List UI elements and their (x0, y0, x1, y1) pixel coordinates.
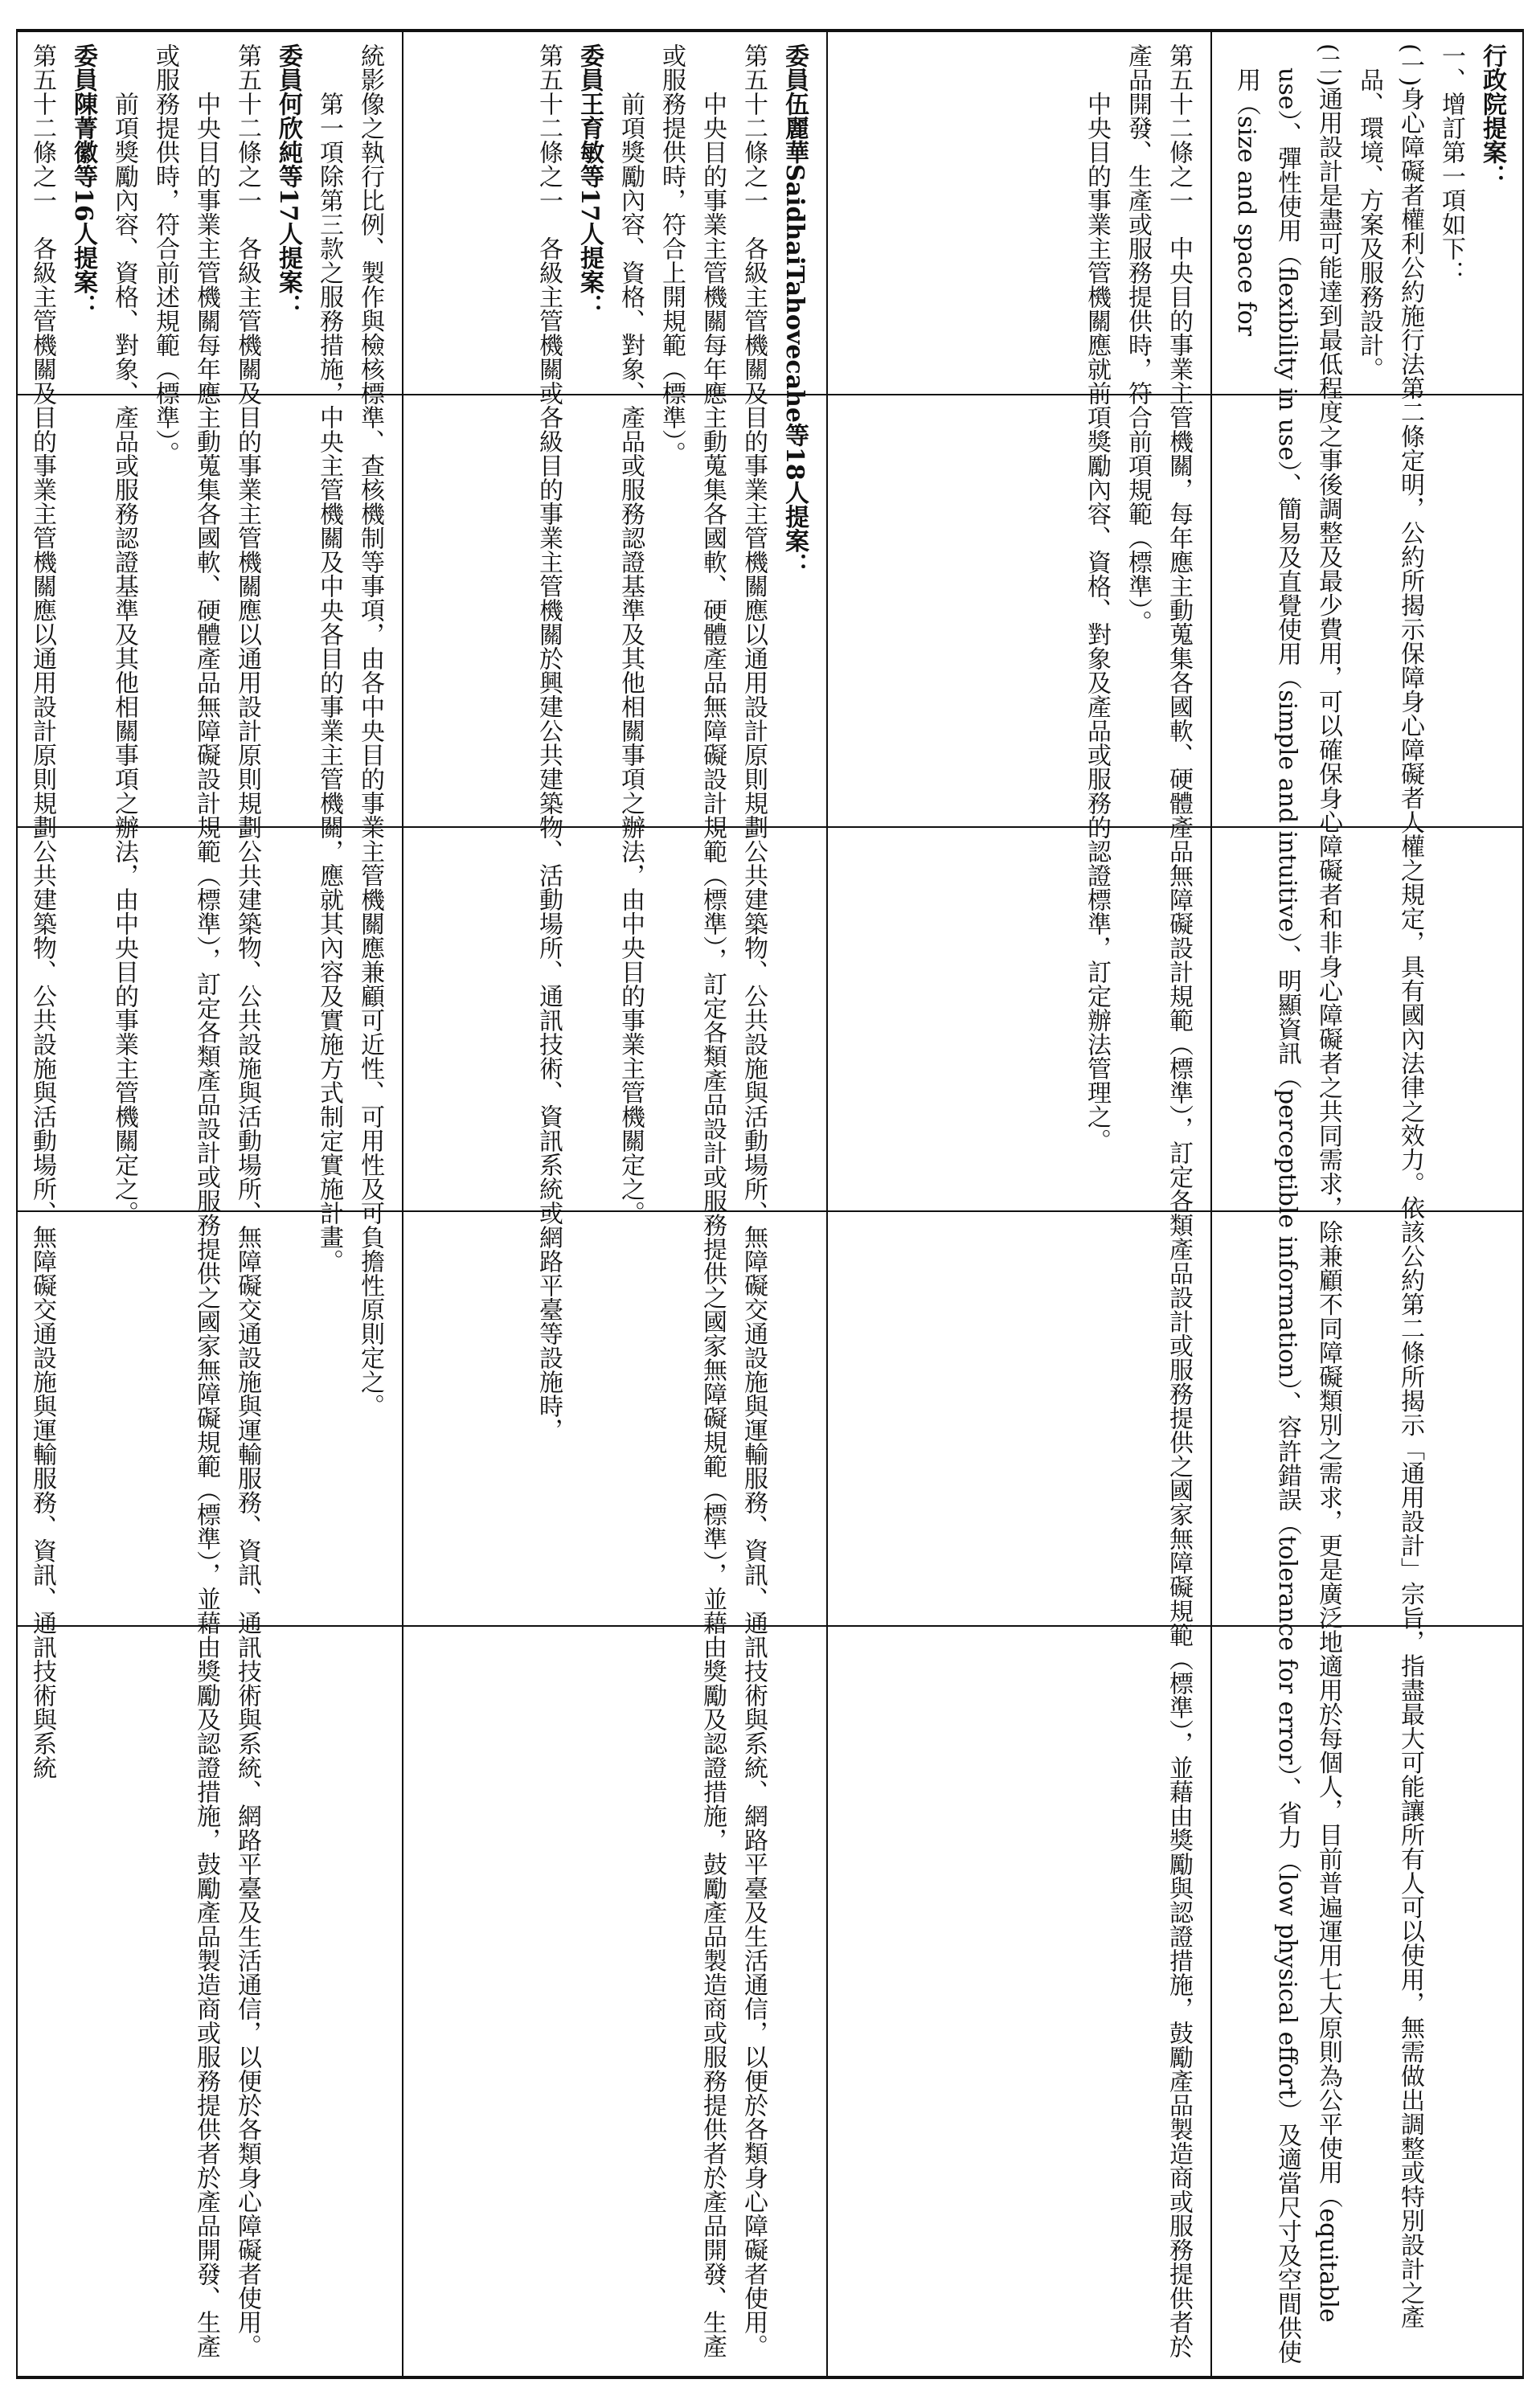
proposal-heading: 委員何欣純等17人提案： (274, 43, 302, 318)
column-divider (1210, 29, 1212, 2379)
paragraph: 中央目的事業主管機關應就前項獎勵內容、資格、對象及產品或服務的認證標準，訂定辦法管理之。 (1083, 92, 1111, 1153)
paragraph: 中央目的事業主管機關每年應主動蒐集各國軟、硬體產品無障礙設計規範（標準），訂定各類產品設計或服務提供之國家無障礙規範（標準），並藉由獎勵及認證措施，鼓勵產品製造商或服務提供者於產品開發、生產或服務提供時，符合前述規範（標準）。 (151, 43, 220, 2358)
paragraph: 統影像之執行比例、製作與檢核標準、查核機制等事項，由各中央目的事業主管機關應兼顧可近性、可用性及可負擔性原則定之。 (356, 43, 384, 1418)
paragraph: (一)身心障礙者權利公約施行法第二條定明，公約所揭示保障身心障礙者人權之規定，具有國內法律之效力。依該公約第二條所揭示「通用設計」宗旨，指盡最大可能讓所有人可以使用，無需做出調整或特別設計之產品、環境、方案及服務設計。 (1355, 43, 1424, 2329)
paragraph: 第五十二條之一 中央目的事業主管機關，每年應主動蒐集各國軟、硬體產品無障礙設計規範（標準），訂定各類產品設計或服務提供之國家無障礙規範（標準），並藉由獎勵與認證措施，鼓勵產品製造商或服務提供者於產品開發、生產或服務提供時，符合前項規範（標準）。 (1124, 43, 1193, 2358)
table-left-rule (16, 29, 18, 2379)
proposal-heading: 行政院提案： (1478, 43, 1506, 188)
paragraph: 中央目的事業主管機關每年應主動蒐集各國軟、硬體產品無障礙設計規範（標準），訂定各類產品設計或服務提供之國家無障礙規範（標準），並藉由獎勵及認證措施，鼓勵產品製造商或服務提供者於產品開發、生產或服務提供時，符合上開規範（標準）。 (657, 43, 727, 2358)
paragraph: 第五十二條之一 各級主管機關及目的事業主管機關應以通用設計原則規劃公共建築物、公共設施與活動場所、無障礙交通設施與運輸服務、資訊、通訊技術與系統、網路平臺及生活通信，以便於各類身心障礙者使用。 (739, 43, 768, 2358)
paragraph: (二)通用設計是盡可能達到最低程度之事後調整及最少費用，可以確保身心障礙者和非身心障礙者之共同需求，除兼顧不同障礙類別之需求，更是廣泛地適用於每個人，目前普遍運用七大原則為公平使用（equitable use）、彈性使用（flexibility in use）、簡易及直覺使用（simple and intuitive）、明顯資訊（perceptible information）、容許錯誤（tolerance for error）、省力（low physical effort）及適當尺寸及空間供使用（size and space for (1232, 43, 1342, 2365)
proposal-heading: 委員王育敏等17人提案： (575, 43, 604, 318)
column-ho-proposal (19, 32, 399, 2377)
paragraph: 第五十二條之一 各級主管機關或各級目的事業主管機關於興建公共建築物、活動場所、通訊技術、資訊系統或網路平臺等設施時， (534, 43, 563, 1442)
paragraph: 第五十二條之一 各級主管機關及目的事業主管機關應以通用設計原則規劃公共建築物、公共設施與活動場所、無障礙交通設施與運輸服務、資訊、通訊技術與系統、網路平臺及生活通信，以便於各類身心障礙者使用。 (233, 43, 261, 2358)
paragraph: 第一項除第三款之服務措施，中央主管機關及中央各目的事業主管機關，應就其內容及實施方式制定實施計畫。 (315, 92, 343, 1273)
column-wu-proposal (405, 32, 823, 2377)
paragraph: 前項獎勵內容、資格、對象、產品或服務認證基準及其他相關事項之辦法，由中央目的事業主管機關定之。 (110, 92, 138, 1225)
column-divider (402, 29, 403, 2379)
paragraph: 第五十二條之一 各級主管機關及目的事業主管機關應以通用設計原則規劃公共建築物、公共設施與活動場所、無障礙交通設施與運輸服務、資訊、通訊技術與系統 (28, 43, 56, 1779)
column-executive-proposal (1215, 32, 1521, 2377)
column-current-law (829, 32, 1207, 2377)
paragraph: 一、增訂第一項如下： (1437, 43, 1465, 285)
column-divider (826, 29, 828, 2379)
proposal-heading: 委員陳菁徽等16人提案： (69, 43, 97, 318)
proposal-heading: 委員伍麗華SaidhaiTahovecahe等18人提案： (780, 43, 809, 577)
paragraph: 前項獎勵內容、資格、對象、產品或服務認證基準及其他相關事項之辦法，由中央目的事業主管機關定之。 (616, 92, 645, 1225)
table-right-rule (1522, 29, 1524, 2379)
